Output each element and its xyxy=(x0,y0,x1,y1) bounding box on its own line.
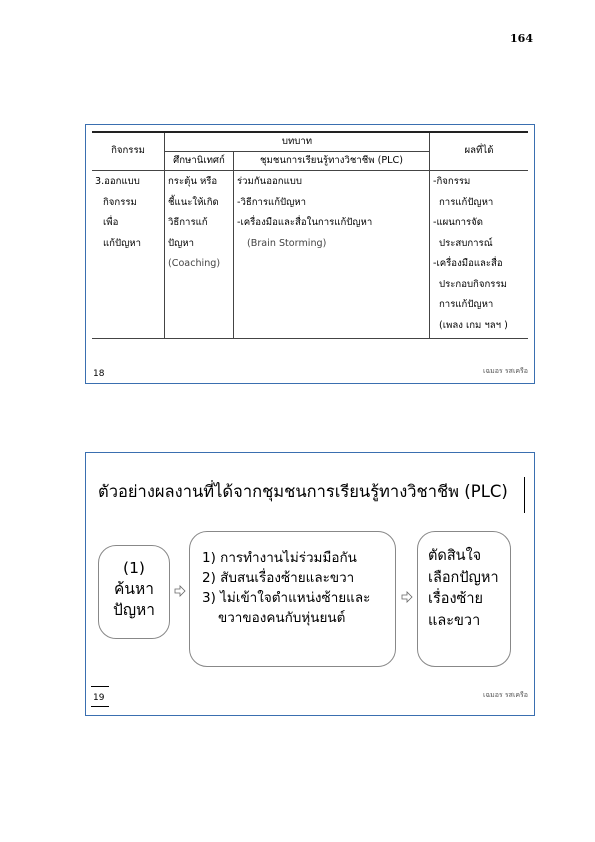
header-results: ผลที่ได้ xyxy=(430,132,529,171)
slide-number-rule xyxy=(91,706,109,707)
cell-activity xyxy=(92,171,165,339)
decision-text xyxy=(428,546,499,632)
cell-line: -กิจกรรม xyxy=(433,176,471,187)
cell-line: ชี้แนะให้เกิด xyxy=(168,196,219,208)
box-line: เรื่องซ้าย xyxy=(428,591,484,607)
header-roles: บทบาท xyxy=(165,132,430,152)
cell-line: -แผนการจัด xyxy=(433,217,484,228)
cell-line: วิธีการแก้ xyxy=(168,217,208,228)
cell-line: -วิธีการแก้ปัญหา xyxy=(237,196,307,208)
slide-title: ตัวอย่างผลงานที่ได้จากชุมชนการเรียนรู้ทางวิชาชีพ (PLC) xyxy=(98,482,508,501)
slide-number: 19 xyxy=(93,693,105,703)
slide-18 xyxy=(85,124,535,384)
find-problem-text xyxy=(99,558,169,621)
author-name: เฉมอร รสเครือ xyxy=(482,691,528,699)
cell-line: (Brain Storming) xyxy=(247,237,327,249)
cell-plc xyxy=(234,171,430,339)
slide-number-rule xyxy=(91,686,109,687)
cell-results xyxy=(430,171,529,339)
box-line: ตัดสินใจ xyxy=(428,548,482,564)
cell-line: กระตุ้น หรือ xyxy=(168,176,218,187)
slide-number: 18 xyxy=(93,369,105,379)
causes-box xyxy=(189,531,396,667)
cell-line: กิจกรรม xyxy=(103,196,137,208)
cell-line: เพื่อ xyxy=(103,217,119,228)
right-arrow-icon xyxy=(401,591,413,603)
find-problem-box xyxy=(98,545,170,639)
box-line: เลือกปัญหา xyxy=(428,569,499,586)
box-line: ปัญหา xyxy=(113,601,155,619)
cell-line: ประกอบกิจกรรม xyxy=(439,278,507,290)
page-number: 164 xyxy=(510,32,533,45)
cell-supervisor xyxy=(165,171,234,339)
cause-item: 3) ไม่เข้าใจตำแหน่งซ้ายและ xyxy=(202,590,371,606)
slide-19 xyxy=(85,452,535,716)
cell-line: แก้ปัญหา xyxy=(103,237,141,249)
box-line: และขวา xyxy=(428,612,481,629)
header-activity: กิจกรรม xyxy=(92,132,165,171)
box-line: (1) xyxy=(123,559,145,577)
right-arrow-icon xyxy=(174,585,186,597)
decision-box xyxy=(417,531,511,667)
cell-line: ปัญหา xyxy=(168,237,194,249)
cell-line: (เพลง เกม ฯลฯ ) xyxy=(439,319,508,331)
roles-table xyxy=(92,131,528,339)
cause-item: 2) สับสนเรื่องซ้ายและขวา xyxy=(202,570,355,586)
box-line: ค้นหา xyxy=(114,580,154,598)
cell-line: -เครื่องมือและสื่อในการแก้ปัญหา xyxy=(237,217,373,228)
author-name: เฉมอร รสเครือ xyxy=(482,367,528,375)
cell-line: การแก้ปัญหา xyxy=(439,299,494,310)
cell-line: ประสบการณ์ xyxy=(439,237,493,249)
cell-line: 3.ออกแบบ xyxy=(95,176,140,187)
cell-line: ร่วมกันออกแบบ xyxy=(237,176,302,187)
cause-item: ขวาของคนกับหุ่นยนต์ xyxy=(218,610,346,626)
header-plc: ชุมชนการเรียนรู้ทางวิชาชีพ (PLC) xyxy=(234,152,430,171)
header-supervisor: ศึกษานิเทศก์ xyxy=(165,152,234,171)
cell-line: (Coaching) xyxy=(168,258,221,269)
cell-line: -เครื่องมือและสื่อ xyxy=(433,258,503,269)
text-cursor-bar xyxy=(524,477,525,513)
cell-line: การแก้ปัญหา xyxy=(439,196,494,208)
causes-list xyxy=(202,548,370,628)
cause-item: 1) การทำงานไม่ร่วมมือกัน xyxy=(202,550,357,566)
